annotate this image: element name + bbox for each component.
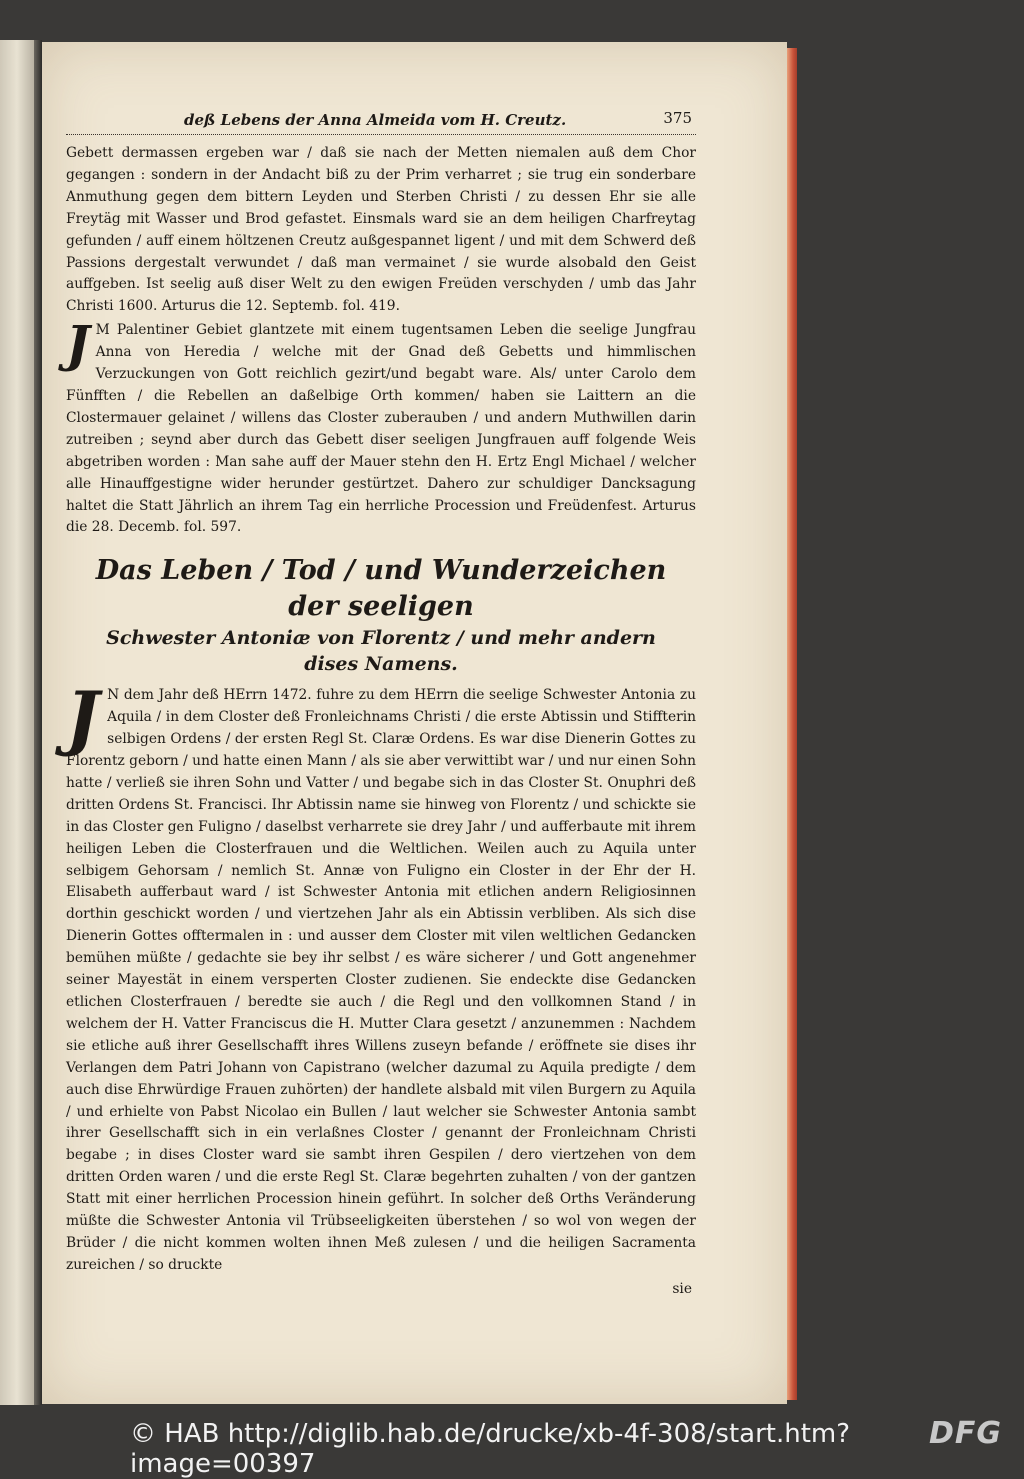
book-spine <box>34 40 42 1405</box>
left-page-edge <box>0 40 34 1405</box>
footer-credit-link[interactable]: © HAB http://diglib.hab.de/drucke/xb-4f-308/start.htm?image=00397 <box>130 1419 851 1479</box>
heading-line-2: Schwester Antoniæ von Florentz / und mehr andern <box>106 627 656 650</box>
paragraph-3-text: N dem Jahr deß HErrn 1472. fuhre zu dem HErrn die seelige Schwester Antonia zu Aquila / in dem Closter deß Fronleichnams Christi / die erste Abtissin und Stiffterin selbigen Ordens / der ersten Regl St. Claræ Ordens. Es war dise Dienerin Gottes zu Florentz geborn / und hatte einen Mann / als sie aber verwittibt war / und nur einen Sohn hatte / verließ sie ihren Sohn und Vatter / und begabe sich in das Closter St. Onuphri deß dritten Ordens St. Francisci. Ihr Abtissin name sie hinweg von Florentz / und schickte sie in das Closter gen Fuligno / daselbst verharrete sie drey Jahr / und aufferbaute mit ihrem heiligen Leben die Closterfrauen und die Weltlichen. Weilen auch zu Aquila unter selbigem Gehorsam / nemlich St. Annæ von Fuligno ein Closter in der Ehr der H. Elisabeth aufferbaut ward / ist Schwester Antonia mit etlichen andern Religiosinnen dorthin geschickt worden / und viertzehen Jahr als ein Abtissin verbliben. Als sich dise Dienerin Gottes offtermalen in : und ausser dem Closter mit vilen weltlichen Gedancken bemühen müßte / gedachte sie bey ihr selbst / es wäre sicherer / und Gott angenehmer seiner Mayestät in einem versperten Closter zudienen. Sie endeckte dise Gedancken etlichen Closterfrauen / beredte sie auch / die Regl und den vollkomnen Stand / in welchem der H. Vatter Franciscus die H. Mutter Clara gesetzt / anzunemmen : Nachdem sie etliche auß ihrer Gesellschafft ihres Willens zuseyn befande / eröffnete sie dises ihr Verlangen dem Patri Johann von Capistrano (welcher dazumal zu Aquila predigte / dem auch dise Ehrwürdige Frauen zuhörten) der handlete alsbald mit vilen Burgern zu Aquila / und erhielte von Pabst Nicolao ein Bullen / laut welcher sie Schwester Antonia sambt ihrer Gesellschafft sich in ein verlaßnes Closter / genannt der Fronleichnam Christi begabe ; in dises Closter ward sie sambt ihren Gespilen / dero viertzehen von dem dritten Orden waren / und die erste Regl St. Claræ begehrten zuhalten / von der gantzen Statt mit einer herrlichen Procession hinein geführt. In solcher deß Orths Veränderung müßte die Schwester Antonia vil Trübseeligkeiten überstehen / so wol von wegen der Brüder / die nicht kommen wolten ihnen Meß zulesen / und die heiligen Sacramenta zureichen / so druckte <box>66 687 696 1273</box>
paragraph-3 <box>66 676 696 1276</box>
heading-line-3: dises Namens. <box>304 653 458 676</box>
red-page-edge <box>787 48 797 1400</box>
footer-bar <box>0 1410 1024 1479</box>
running-head-title: deß Lebens der Anna Almeida vom H. Creutz. <box>184 111 567 129</box>
catchword: sie <box>672 1280 692 1297</box>
running-head <box>66 108 696 135</box>
paragraph-2-text: M Palentiner Gebiet glantzete mit einem tugentsamen Leben die seelige Jungfrau Anna von Heredia / welche mit der Gnad deß Gebetts und himmlischen Verzuckungen von Gott reichlich gezirt/und begabt ware. Als/ unter Carolo dem Fünfften / die Rebellen an daßelbige Orth kommen/ haben sie Laittern an die Clostermauer gelainet / willens das Closter zuberauben / und andern Muthwillen darin zutreiben ; seynd aber durch das Gebett diser seeligen Jungfrauen auff folgende Weis abgetriben worden : Man sahe auff der Mauer stehn den H. Ertz Engl Michael / welcher alle Hinauffgestigne wider herunder gestürtzet. Dahero zur schuldiger Dancksagung haltet die Statt Jährlich an ihrem Tag ein herrliche Procession und Freüdenfest. Arturus die 28. Decemb. fol. 597. <box>66 322 696 536</box>
drop-cap-2: J <box>66 314 90 374</box>
paragraph-2 <box>66 314 696 539</box>
paragraph-1: Gebett dermassen ergeben war / daß sie nach der Metten niemalen auß dem Chor gegangen : sondern in der Andacht biß zu der Prim verharret ; sie trug ein sonderbare Anmuthung gegen dem bittern Leyden und Sterben Christi / zu dessen Ehr sie alle Freytäg mit Wasser und Brod gefastet. Einsmals ward sie an dem heiligen Charfreytag gefunden / auff einem höltzenen Creutz außgespannet ligent / und mit dem Schwerd deß Passions dergestalt verwundet / daß man vermainet / sie wurde alsobald den Geist auffgeben. Ist seelig auß diser Welt zu den ewigen Freüden verschyden / umb das Jahr Christi 1600. Arturus die 12. Septemb. fol. 419. <box>66 145 696 315</box>
heading-line-1: Das Leben / Tod / und Wunderzeichen der seeligen <box>95 555 667 623</box>
page-text <box>66 108 696 1297</box>
drop-cap-3: J <box>66 676 100 760</box>
page-number: 375 <box>663 109 692 127</box>
section-heading <box>66 553 696 677</box>
dfg-logo: DFG <box>928 1416 1002 1451</box>
